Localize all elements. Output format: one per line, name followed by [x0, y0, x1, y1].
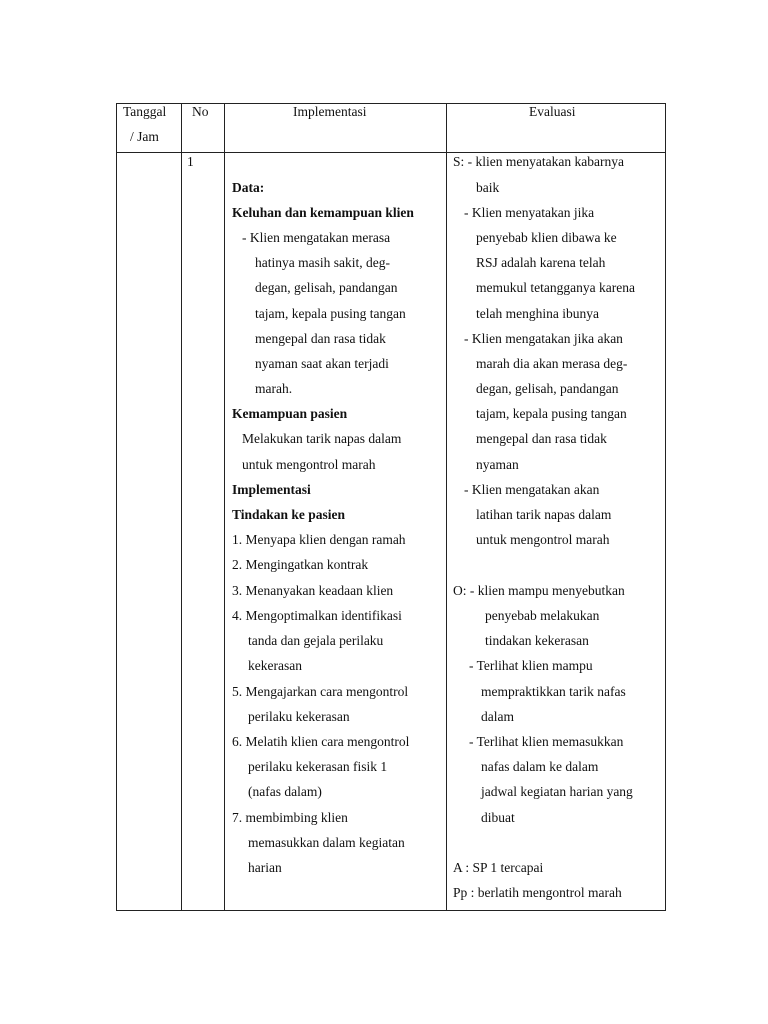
tindakan-line: 6. Melatih klien cara mengontrol [232, 734, 410, 749]
tindakan-line: (nafas dalam) [248, 784, 322, 799]
keluhan-line: - Klien mengatakan merasa [242, 230, 391, 245]
evaluasi-o-line: tindakan kekerasan [485, 633, 589, 648]
evaluasi-s-line: marah dia akan merasa deg- [476, 356, 628, 371]
evaluasi-s-line: - Klien mengatakan jika akan [464, 331, 623, 346]
keluhan-line: marah. [255, 381, 293, 396]
evaluasi-s-line: nyaman [476, 457, 519, 472]
evaluasi-s-line: S: - klien menyatakan kabarnya [453, 154, 624, 169]
evaluasi-o-line: nafas dalam ke dalam [481, 759, 599, 774]
evaluasi-s-line: - Klien mengatakan akan [464, 482, 600, 497]
evaluasi-s-line: degan, gelisah, pandangan [476, 381, 619, 396]
evaluasi-s-line: tajam, kepala pusing tangan [476, 406, 627, 421]
evaluasi-o-line: - Terlihat klien mampu [469, 658, 593, 673]
tindakan-line: perilaku kekerasan fisik 1 [248, 759, 388, 774]
header-tanggal: Tanggal [123, 104, 167, 119]
keluhan-line: tajam, kepala pusing tangan [255, 306, 406, 321]
kemampuan-line: untuk mengontrol marah [242, 457, 376, 472]
header-implementasi: Implementasi [293, 104, 367, 119]
data-heading: Data: [232, 180, 265, 195]
evaluasi-o-line: mempraktikkan tarik nafas [481, 684, 626, 699]
tindakan-line: tanda dan gejala perilaku [248, 633, 384, 648]
evaluasi-s-line: baik [476, 180, 500, 195]
keluhan-line: degan, gelisah, pandangan [255, 280, 398, 295]
kemampuan-line: Melakukan tarik napas dalam [242, 431, 402, 446]
keluhan-heading: Keluhan dan kemampuan klien [232, 205, 414, 220]
evaluasi-s-line: memukul tetangganya karena [476, 280, 635, 295]
evaluasi-o-line: jadwal kegiatan harian yang [481, 784, 633, 799]
evaluasi-s-line: RSJ adalah karena telah [476, 255, 606, 270]
evaluasi-o-line: - Terlihat klien memasukkan [469, 734, 624, 749]
evaluasi-s-line: mengepal dan rasa tidak [476, 431, 607, 446]
tindakan-line: kekerasan [248, 658, 302, 673]
evaluasi-s-line: telah menghina ibunya [476, 306, 599, 321]
evaluasi-s-line: penyebab klien dibawa ke [476, 230, 617, 245]
evaluasi-o-line: penyebab melakukan [485, 608, 600, 623]
row-number: 1 [187, 154, 194, 169]
tindakan-line: memasukkan dalam kegiatan [248, 835, 405, 850]
header-jam: / Jam [130, 129, 159, 144]
tindakan-line: perilaku kekerasan [248, 709, 350, 724]
header-evaluasi: Evaluasi [529, 104, 576, 119]
header-divider [117, 152, 665, 153]
tindakan-heading: Tindakan ke pasien [232, 507, 346, 522]
tindakan-line: 2. Mengingatkan kontrak [232, 557, 369, 572]
header-no: No [192, 104, 209, 119]
evaluasi-o-line: dalam [481, 709, 514, 724]
column-divider [224, 104, 225, 910]
evaluasi-s-line: untuk mengontrol marah [476, 532, 610, 547]
evaluasi-a-line: A : SP 1 tercapai [453, 860, 544, 875]
evaluasi-s-line: latihan tarik napas dalam [476, 507, 612, 522]
keluhan-line: hatinya masih sakit, deg- [255, 255, 390, 270]
evaluasi-s-line: - Klien menyatakan jika [464, 205, 595, 220]
tindakan-line: 1. Menyapa klien dengan ramah [232, 532, 406, 547]
evaluasi-o-line: dibuat [481, 810, 515, 825]
column-divider [446, 104, 447, 910]
keluhan-line: nyaman saat akan terjadi [255, 356, 389, 371]
evaluasi-o-line: O: - klien mampu menyebutkan [453, 583, 625, 598]
tindakan-line: 4. Mengoptimalkan identifikasi [232, 608, 402, 623]
tindakan-line: 3. Menanyakan keadaan klien [232, 583, 394, 598]
tindakan-line: harian [248, 860, 282, 875]
tindakan-line: 5. Mengajarkan cara mengontrol [232, 684, 409, 699]
implementasi-heading: Implementasi [232, 482, 311, 497]
tindakan-line: 7. membimbing klien [232, 810, 348, 825]
column-divider [181, 104, 182, 910]
evaluasi-p-line: Pp : berlatih mengontrol marah [453, 885, 622, 900]
kemampuan-heading: Kemampuan pasien [232, 406, 348, 421]
keluhan-line: mengepal dan rasa tidak [255, 331, 386, 346]
